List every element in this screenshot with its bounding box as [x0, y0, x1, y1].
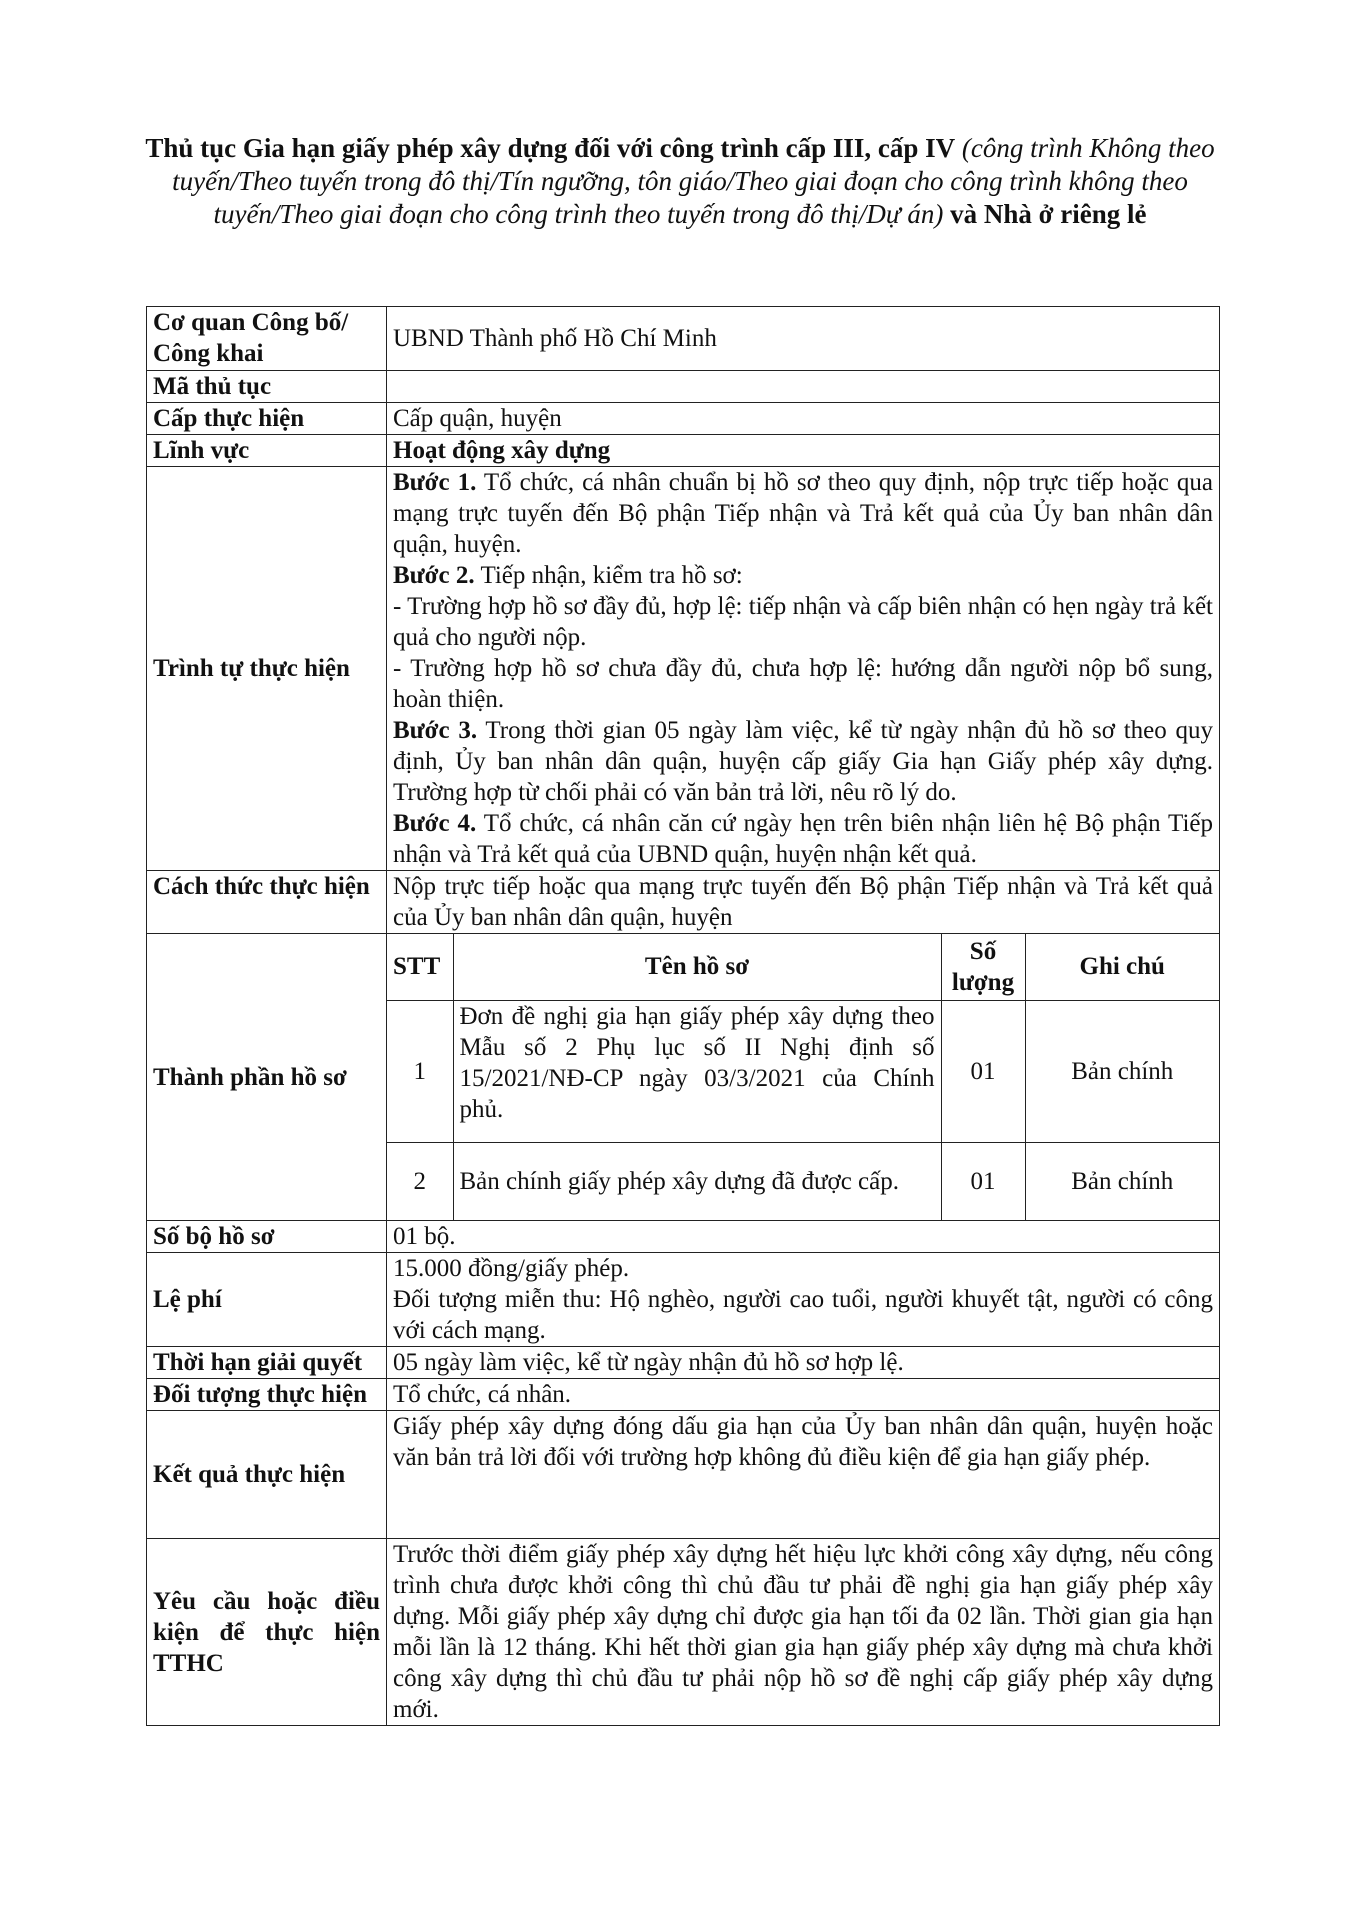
title-italic-part: (công trình Không theo tuyến/Theo tuyến trong đô thị/Tín ngưỡng, tôn giáo/Theo giai đoạn cho công trình không theo tuyến/Theo giai đoạn cho công trình theo tuyến trong đô thị/Dự án) — [172, 133, 1215, 229]
header-so-luong: Số lượng — [941, 934, 1025, 1000]
label-linh-vuc: Lĩnh vực — [147, 435, 387, 467]
le-phi-line-2: Đối tượng miễn thu: Hộ nghèo, người cao tuổi, người khuyết tật, người có công với cách mạng. — [393, 1286, 1213, 1344]
document-quantity: 01 — [941, 1142, 1025, 1220]
step-2-case-1: - Trường hợp hồ sơ đầy đủ, hợp lệ: tiếp nhận và cấp biên nhận có hẹn ngày trả kết quả cho người nộp. — [393, 593, 1213, 651]
document-name: Đơn đề nghị gia hạn giấy phép xây dựng theo Mẫu số 2 Phụ lục số II Nghị định số 15/2021/NĐ-CP ngày 03/3/2021 của Chính phủ. — [453, 1000, 941, 1142]
label-cach-thuc: Cách thức thực hiện — [147, 871, 387, 934]
label-thanh-phan: Thành phần hồ sơ — [147, 934, 387, 1221]
step-3-label: Bước 3. — [393, 717, 478, 744]
document-name: Bản chính giấy phép xây dựng đã được cấp. — [453, 1142, 941, 1220]
value-ma-thu-tuc — [387, 371, 1220, 403]
row-le-phi — [147, 1253, 1220, 1347]
row-trinh-tu — [147, 467, 1220, 871]
step-4-text: Tổ chức, cá nhân căn cứ ngày hẹn trên biên nhận liên hệ Bộ phận Tiếp nhận và Trả kết quả của UBND quận, huyện nhận kết quả. — [393, 810, 1213, 868]
step-3-text: Trong thời gian 05 ngày làm việc, kể từ ngày nhận đủ hồ sơ theo quy định, Ủy ban nhân dân quận, huyện cấp giấy Gia hạn Giấy phép xây dựng. Trường hợp từ chối phải có văn bản trả lời, nêu rõ lý do. — [393, 717, 1213, 806]
title-bold-end: và Nhà ở riêng lẻ — [950, 199, 1147, 229]
step-3 — [393, 715, 1213, 808]
label-doi-tuong: Đối tượng thực hiện — [147, 1379, 387, 1411]
row-thoi-han — [147, 1347, 1220, 1379]
header-ghi-chu: Ghi chú — [1025, 934, 1219, 1000]
row-ma-thu-tuc — [147, 371, 1220, 403]
row-yeu-cau — [147, 1539, 1220, 1726]
step-2 — [393, 560, 1213, 591]
document-stt: 1 — [387, 1000, 453, 1142]
label-cap-thuc-hien: Cấp thực hiện — [147, 403, 387, 435]
procedure-table — [146, 306, 1220, 1726]
step-1-text: Tổ chức, cá nhân chuẩn bị hồ sơ theo quy định, nộp trực tiếp hoặc qua mạng trực tuyến đến Bộ phận Tiếp nhận và Trả kết quả của Ủy ban nhân dân quận, huyện. — [393, 469, 1213, 558]
value-ket-qua: Giấy phép xây dựng đóng dấu gia hạn của Ủy ban nhân dân quận, huyện hoặc văn bản trả lời đối với trường hợp không đủ điều kiện để gia hạn giấy phép. — [387, 1411, 1220, 1539]
row-cap-thuc-hien — [147, 403, 1220, 435]
document-stt: 2 — [387, 1142, 453, 1220]
label-ket-qua: Kết quả thực hiện — [147, 1411, 387, 1539]
documents-row — [387, 1000, 1219, 1142]
title-bold-part: Thủ tục Gia hạn giấy phép xây dựng đối với công trình cấp III, cấp IV — [145, 133, 956, 163]
row-linh-vuc — [147, 435, 1220, 467]
step-1 — [393, 467, 1213, 560]
value-thoi-han: 05 ngày làm việc, kể từ ngày nhận đủ hồ sơ hợp lệ. — [387, 1347, 1220, 1379]
value-so-bo: 01 bộ. — [387, 1221, 1220, 1253]
value-co-quan: UBND Thành phố Hồ Chí Minh — [387, 307, 1220, 371]
le-phi-line-1: 15.000 đồng/giấy phép. — [393, 1255, 630, 1282]
row-ket-qua — [147, 1411, 1220, 1539]
row-doi-tuong — [147, 1379, 1220, 1411]
step-1-label: Bước 1. — [393, 469, 477, 496]
label-co-quan: Cơ quan Công bố/ Công khai — [147, 307, 387, 371]
document-note: Bản chính — [1025, 1000, 1219, 1142]
document-title — [140, 132, 1220, 231]
documents-header-row — [387, 934, 1219, 1000]
value-yeu-cau: Trước thời điểm giấy phép xây dựng hết hiệu lực khởi công xây dựng, nếu công trình chưa được khởi công thì chủ đầu tư phải đề nghị gia hạn giấy phép xây dựng. Mỗi giấy phép xây dựng chỉ được gia hạn tối đa 02 lần. Thời gian gia hạn mỗi lần là 12 tháng. Khi hết thời gian gia hạn giấy phép xây dựng mà chưa khởi công xây dựng thì chủ đầu tư phải nộp hồ sơ đề nghị cấp giấy phép xây dựng mới. — [387, 1539, 1220, 1726]
label-thoi-han: Thời hạn giải quyết — [147, 1347, 387, 1379]
row-so-bo — [147, 1221, 1220, 1253]
document-quantity: 01 — [941, 1000, 1025, 1142]
step-4-label: Bước 4. — [393, 810, 477, 837]
row-thanh-phan — [147, 934, 1220, 1221]
row-cach-thuc — [147, 871, 1220, 934]
step-2-text: Tiếp nhận, kiểm tra hồ sơ: — [480, 562, 743, 589]
value-le-phi — [387, 1253, 1220, 1347]
documents-table — [387, 934, 1219, 1220]
documents-row — [387, 1142, 1219, 1220]
document-note: Bản chính — [1025, 1142, 1219, 1220]
step-4 — [393, 808, 1213, 870]
step-2-case-2: - Trường hợp hồ sơ chưa đầy đủ, chưa hợp lệ: hướng dẫn người nộp bổ sung, hoàn thiện. — [393, 655, 1213, 713]
value-linh-vuc: Hoạt động xây dựng — [387, 435, 1220, 467]
label-le-phi: Lệ phí — [147, 1253, 387, 1347]
label-yeu-cau: Yêu cầu hoặc điều kiện để thực hiện TTHC — [147, 1539, 387, 1726]
label-trinh-tu: Trình tự thực hiện — [147, 467, 387, 871]
value-cap-thuc-hien: Cấp quận, huyện — [387, 403, 1220, 435]
header-ten-ho-so: Tên hồ sơ — [453, 934, 941, 1000]
value-thanh-phan — [387, 934, 1220, 1221]
label-ma-thu-tuc: Mã thủ tục — [147, 371, 387, 403]
value-cach-thuc: Nộp trực tiếp hoặc qua mạng trực tuyến đến Bộ phận Tiếp nhận và Trả kết quả của Ủy ban nhân dân quận, huyện — [387, 871, 1220, 934]
header-stt: STT — [387, 934, 453, 1000]
row-co-quan — [147, 307, 1220, 371]
label-so-bo: Số bộ hồ sơ — [147, 1221, 387, 1253]
step-2-label: Bước 2. — [393, 562, 475, 589]
value-trinh-tu — [387, 467, 1220, 871]
value-doi-tuong: Tổ chức, cá nhân. — [387, 1379, 1220, 1411]
